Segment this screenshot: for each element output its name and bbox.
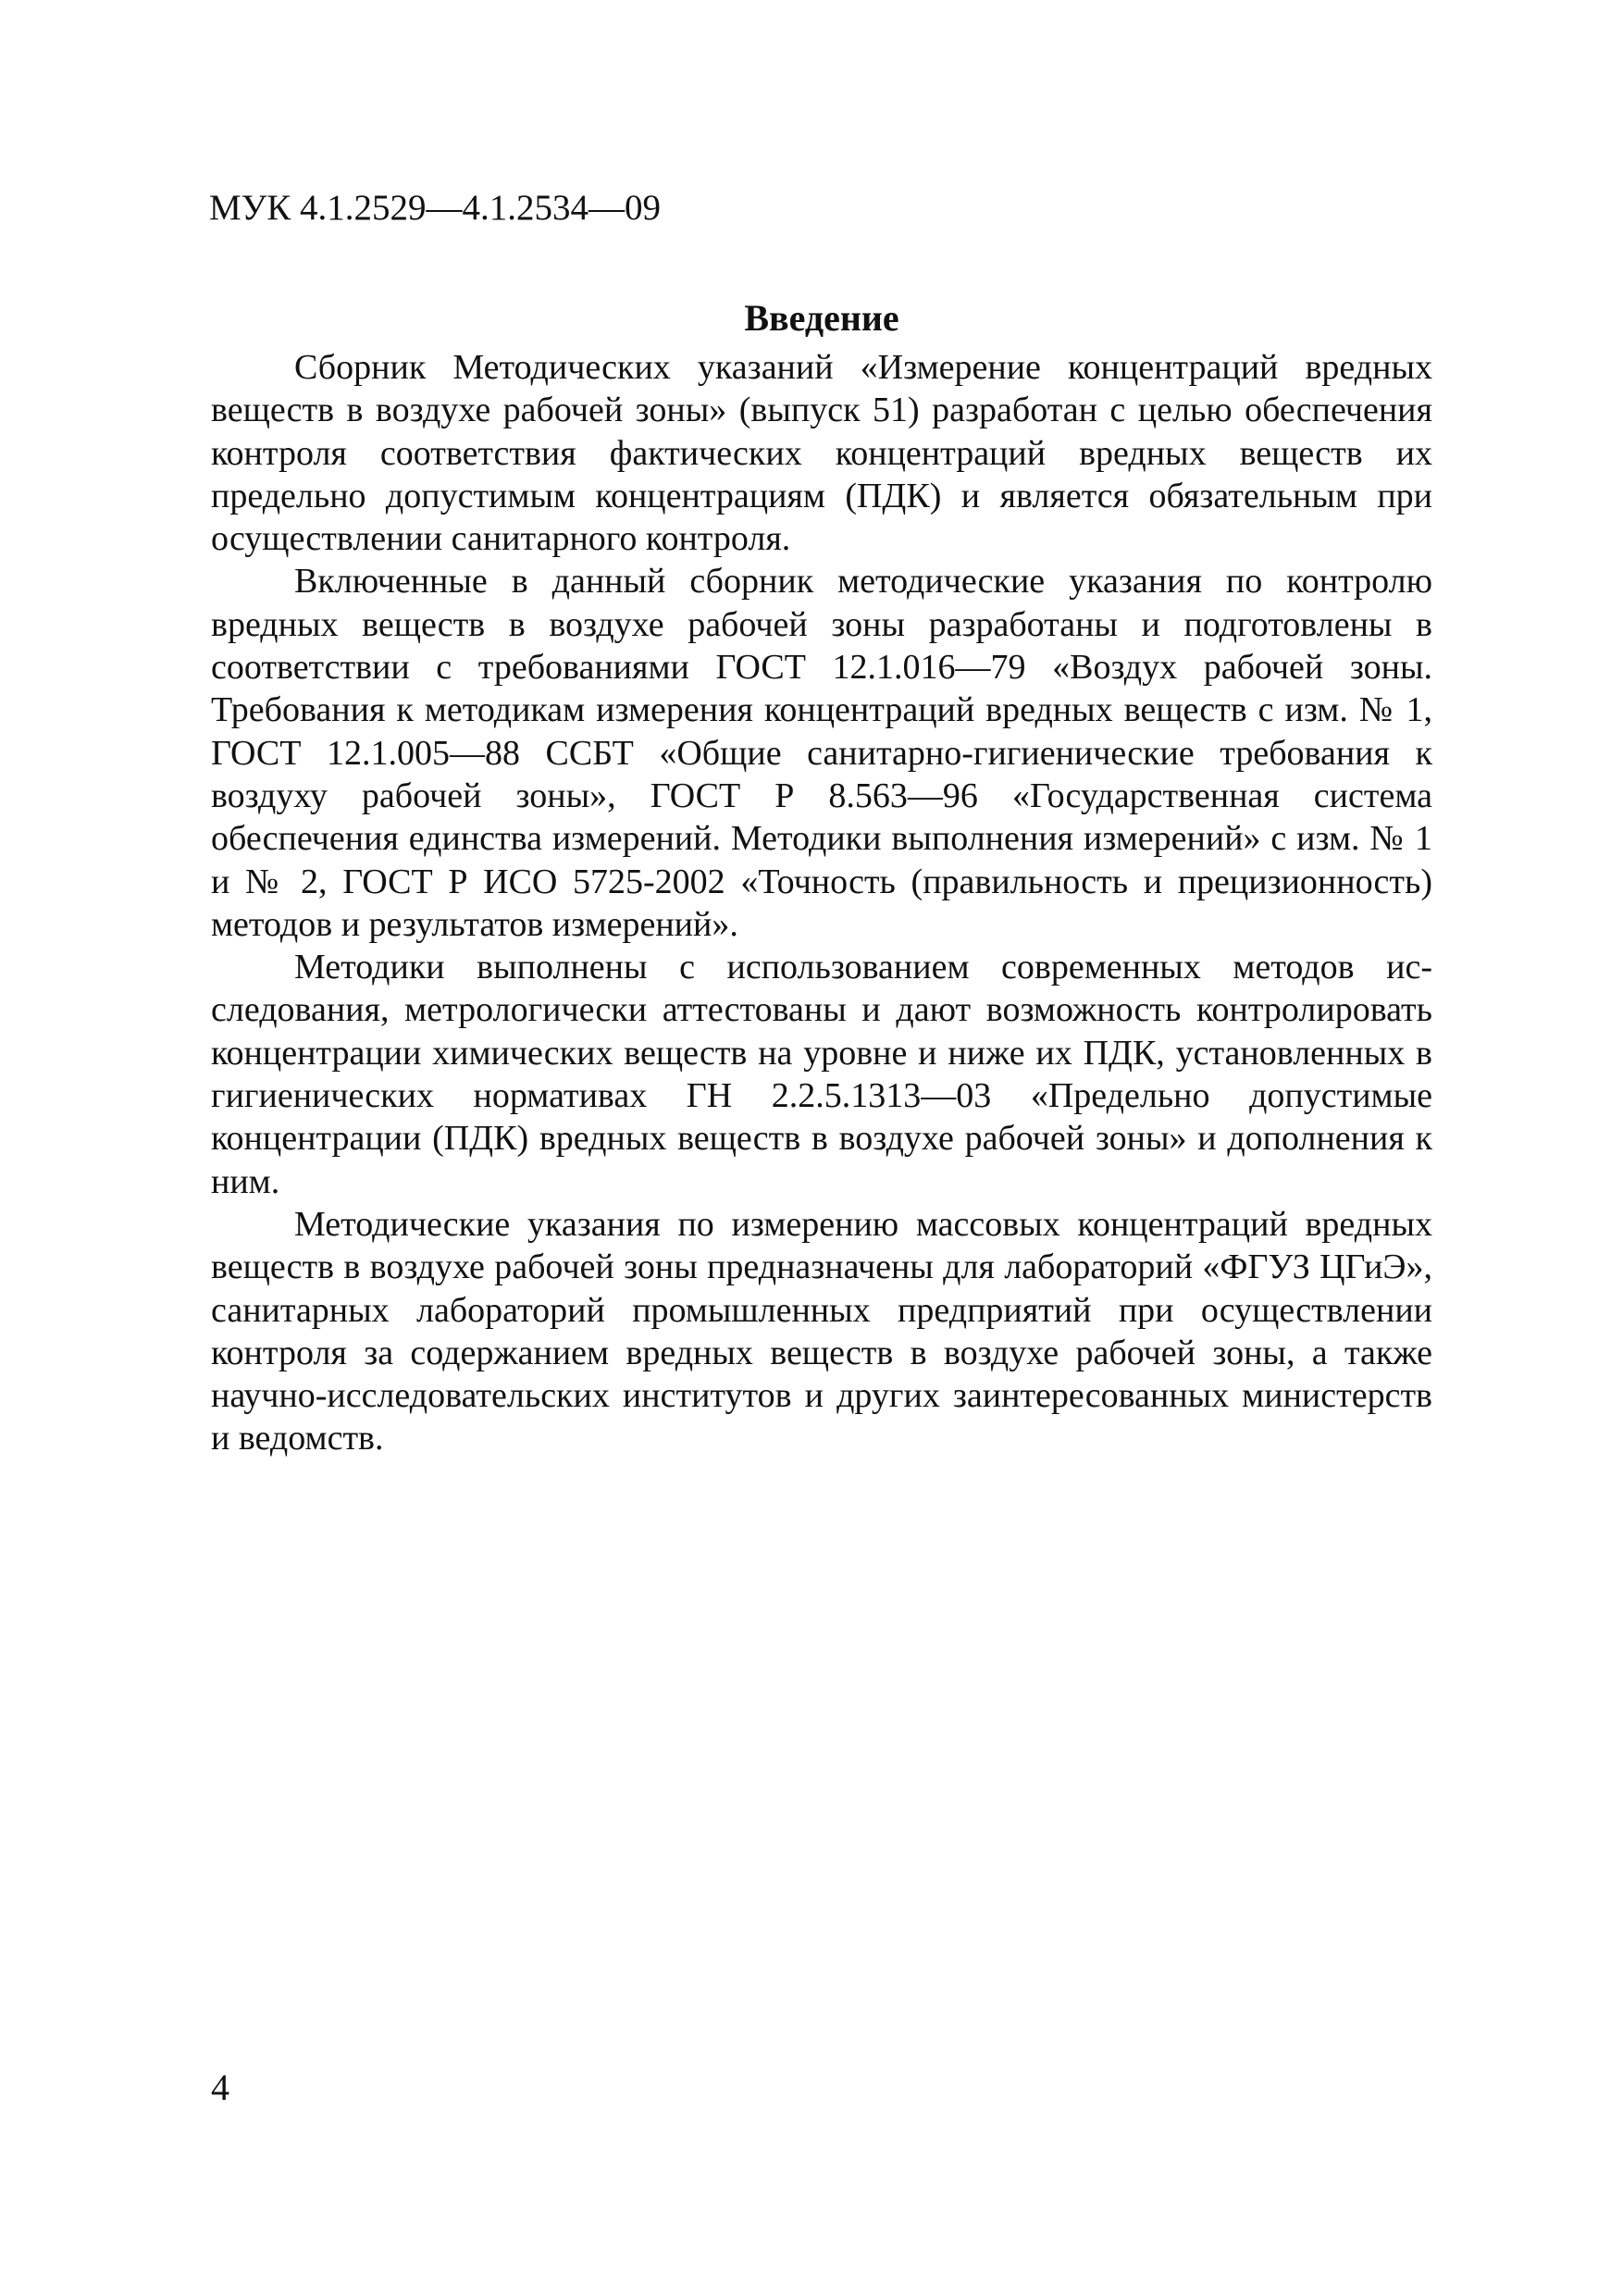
- paragraph-3: Методики выполнены с использованием современных методов исследования, метрологически аттестованы и дают возможность контролировать концентрации химических веществ на уровне и ниже их ПДК, установленных в гигиенических нормативах ГН 2.2.5.1313—03 «Предельно допустимые концентрации (ПДК) вредных веществ в воздухе рабочей зоны» и дополнения к ним.: [211, 948, 1432, 1201]
- paragraph-1: Сборник Методических указаний «Измерение концентраций вредных веществ в воздухе рабочей зоны» (выпуск 51) разработан с целью обеспечения контроля соответствия фактических концентраций вредных веществ их предельно допустимым концентрациям (ПДК) и является обязательным при осуществлении санитарного контроля.: [211, 348, 1432, 559]
- section-title: Введение: [744, 297, 899, 339]
- paragraph-2: Включенные в данный сборник методические указания по контролю вредных веществ в воздухе рабочей зоны разработаны и подготовлены в соответствии с требованиями ГОСТ 12.1.016—79 «Воздух рабочей зоны. Требования к методикам измерения концентраций вредных веществ с изм. № 1, ГОСТ 12.1.005—88 ССБТ «Общие санитарно-гигиенические требования к воздуху рабочей зоны», ГОСТ Р 8.563—96 «Государственная система обеспечения единства измерений. Методики выполнения измерений» с изм. № 1 и № 2, ГОСТ Р ИСО 5725-2002 «Точность (правильность и прецизионность) методов и результатов измерений».: [211, 562, 1432, 944]
- document-code-header: МУК 4.1.2529—4.1.2534—09: [209, 188, 662, 228]
- paragraph-4: Методические указания по измерению массовых концентраций вредных веществ в воздухе рабочей зоны предназначены для лабораторий «ФГУЗ ЦГиЭ», санитарных лабораторий промышленных предприятий при осуществлении контроля за содержанием вредных веществ в воздухе рабочей зоны, а также научно-исследовательских институтов и других заинтересованных министерств и ведомств.: [211, 1204, 1432, 1458]
- page-number: 4: [211, 2066, 229, 2108]
- introduction-section: [211, 294, 1432, 1460]
